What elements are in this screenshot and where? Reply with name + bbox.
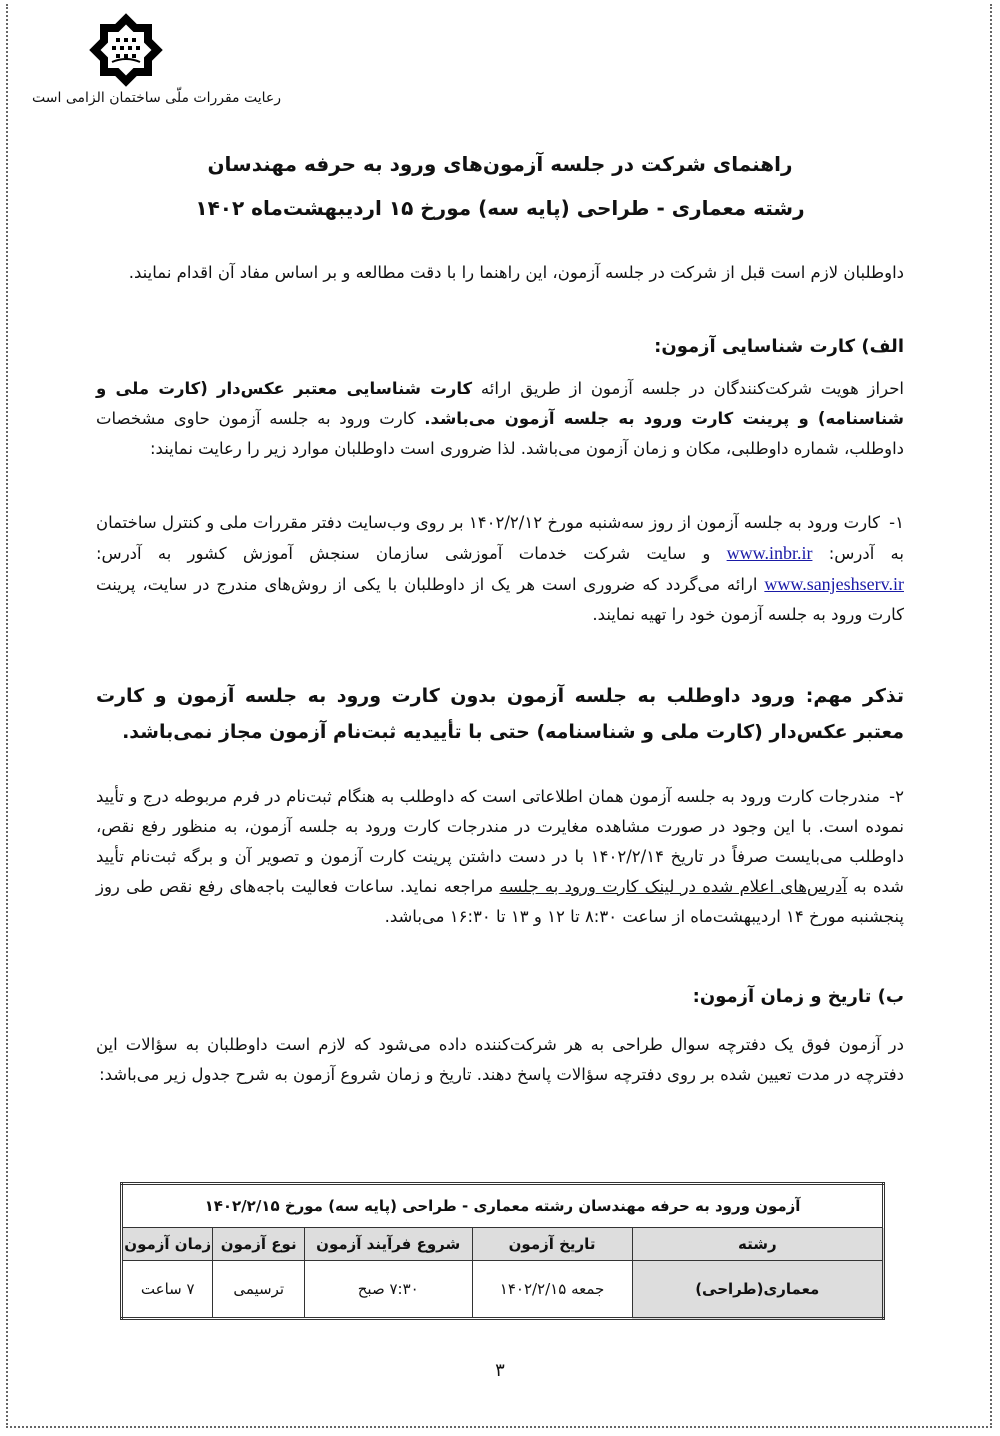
important-note: تذکر مهم: ورود داوطلب به جلسه آزمون بدون کارت ورود به جلسه آزمون و کارت معتبر عکس‌دار (کارت ملی و شناسنامه) حتی با تأییدیه ثبت‌نام آزمون مجاز نمی‌باشد. xyxy=(96,685,904,743)
cell-exam-duration: ۷ ساعت xyxy=(122,1261,213,1319)
page-number: ۳ xyxy=(495,1360,505,1381)
table-header-row xyxy=(122,1228,884,1261)
item-2-underlined: آدرس‌های اعلام شده در لینک کارت ورود به جلسه xyxy=(499,877,847,896)
section-a-text-bold: کارت شناسایی معتبر عکس‌دار (کارت ملی و شناسنامه) و پرینت کارت ورود به جلسه آزمون می‌باشد. xyxy=(96,379,904,428)
header-field: رشته xyxy=(632,1228,883,1261)
table-caption: آزمون ورود به حرفه مهندسان رشته معماری - طراحی (پایه سه) مورخ ۱۴۰۲/۲/۱۵ xyxy=(122,1184,884,1228)
section-a-text-start: احراز هویت شرکت‌کنندگان در جلسه آزمون از طریق ارائه xyxy=(472,379,904,398)
page-title: راهنمای شرکت در جلسه آزمون‌های ورود به حرفه مهندسان xyxy=(207,152,793,176)
header-exam-date: تاریخ آزمون xyxy=(472,1228,632,1261)
header-motto: رعایت مقررات ملّی ساختمان الزامی است xyxy=(32,90,282,106)
header-exam-duration: زمان آزمون xyxy=(122,1228,213,1261)
item-2-text-2: مراجعه نماید. ساعات فعالیت باجه‌های رفع نقص طی روز پنجشنبه مورخ ۱۴ اردیبهشت‌ماه از ساعت ۸:۳۰ تا ۱۲ و ۱۳ تا ۱۶:۳۰ می‌باشد. xyxy=(96,877,904,926)
cell-exam-start: ۷:۳۰ صبح xyxy=(304,1261,472,1319)
section-a-paragraph xyxy=(96,374,904,464)
ornamental-star-logo xyxy=(86,10,166,90)
section-a-heading: الف) کارت شناسایی آزمون: xyxy=(654,336,904,357)
item-1-text-3: ارائه می‌گردد که ضروری است هر یک از داوطلبان با یکی از روش‌های مندرج در سایت، پرینت کارت ورود به جلسه آزمون خود را تهیه نمایند. xyxy=(96,575,904,624)
section-a-text-end: کارت ورود به جلسه آزمون حاوی مشخصات داوطلب، شماره داوطلبی، مکان و زمان آزمون می‌باشد. لذا ضروری است داوطلبان موارد زیر را رعایت نمایند: xyxy=(96,409,904,458)
cell-exam-date: جمعه ۱۴۰۲/۲/۱۵ xyxy=(472,1261,632,1319)
page-subtitle: رشته معماری - طراحی (پایه سه) مورخ ۱۵ اردیبهشت‌ماه ۱۴۰۲ xyxy=(195,196,805,220)
sanjeshserv-link[interactable]: www.sanjeshserv.ir xyxy=(764,574,904,594)
inbr-link[interactable]: www.inbr.ir xyxy=(726,543,813,563)
cell-field: معماری(طراحی) xyxy=(632,1261,883,1319)
item-2-number: ۲- xyxy=(889,787,904,806)
section-b-paragraph: در آزمون فوق یک دفترچه سوال طراحی به هر شرکت‌کننده داده می‌شود که لازم است داوطلبان به سؤالات این دفترچه در مدت تعیین شده بر روی دفترچه سؤالات پاسخ دهند. تاریخ و زمان شروع آزمون به شرح جدول زیر می‌باشد: xyxy=(96,1035,904,1084)
section-b-heading: ب) تاریخ و زمان آزمون: xyxy=(692,986,904,1007)
item-2-text-1: مندرجات کارت ورود به جلسه آزمون همان اطلاعاتی است که داوطلب به هنگام ثبت‌نام در فرم مربوطه درج و تأیید نموده است. با این وجود در صورت مشاهده مغایرت در مندرجات کارت ورود به جلسه آزمون، به منظور رفع نقص، داوطلب می‌بایست صرفاً در تاریخ ۱۴۰۲/۲/۱۴ با در دست داشتن پرینت کارت آزمون و تصویر آن و برگه ثبت‌نام تأیید شده به xyxy=(96,787,904,896)
item-1-number: ۱- xyxy=(889,513,905,532)
header-exam-type: نوع آزمون xyxy=(213,1228,304,1261)
table-row xyxy=(122,1261,884,1319)
intro-paragraph: داوطلبان لازم است قبل از شرکت در جلسه آزمون، این راهنما را با دقت مطالعه و بر اساس مفاد آن اقدام نمایند. xyxy=(128,263,904,282)
item-1 xyxy=(96,508,904,630)
item-2 xyxy=(96,782,904,932)
header-exam-start: شروع فرآیند آزمون xyxy=(304,1228,472,1261)
item-1-text-2: و سایت شرکت خدمات آموزشی سازمان سنجش آموزش کشور به آدرس: xyxy=(96,544,727,563)
cell-exam-type: ترسیمی xyxy=(213,1261,304,1319)
item-1-text-1: کارت ورود به جلسه آزمون از روز سه‌شنبه مورخ ۱۴۰۲/۲/۱۲ بر روی وب‌سایت دفتر مقررات ملی و کنترل ساختمان به آدرس: xyxy=(96,513,904,563)
exam-schedule-table xyxy=(120,1182,885,1320)
